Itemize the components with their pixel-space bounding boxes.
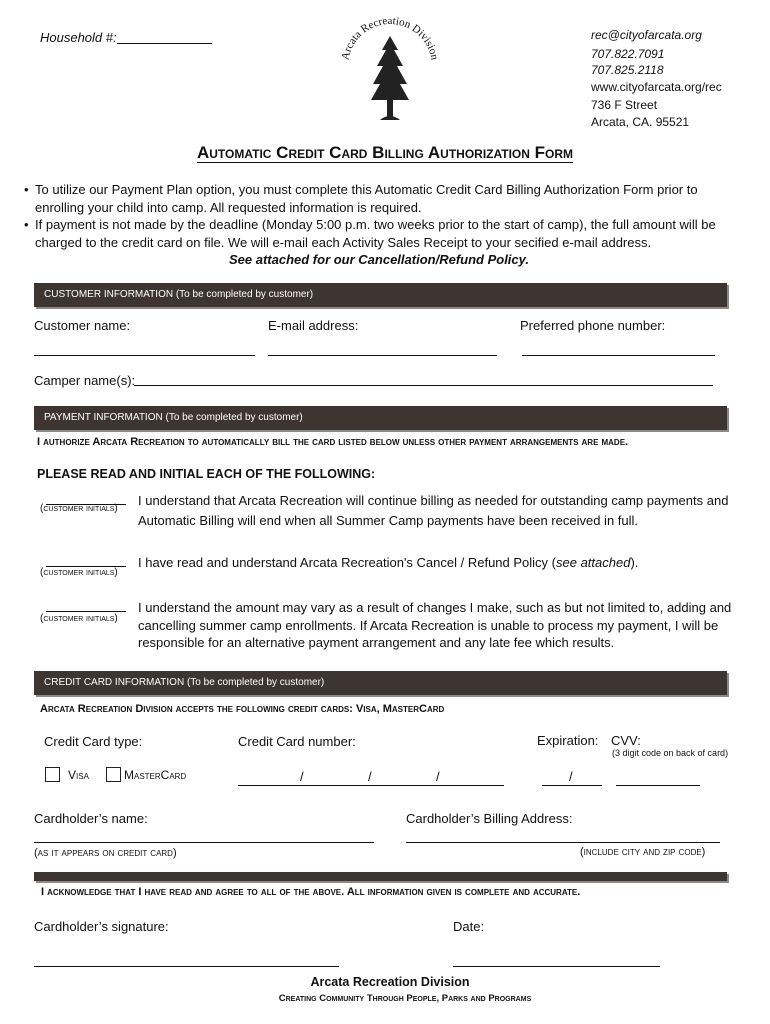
customer-name-label: Customer name: <box>34 318 131 333</box>
item-2-see-attached: see attached <box>556 555 631 570</box>
initial-instruction: PLEASE READ AND INITIAL EACH OF THE FOLLOWING: <box>37 467 376 481</box>
initials-field-3[interactable] <box>46 611 126 612</box>
contact-phone-1: 707.822.7091 <box>591 46 665 61</box>
intro-bullet-1: • To utilize our Payment Plan option, you must complete this Automatic Credit Card Billing Authorization Form prior to enrolling your child into camp. All requested information is required. <box>24 181 734 216</box>
intro-bullet-2-text: If payment is not made by the deadline (Monday 5:00 p.m. two weeks prior to the start of camp), the full amount will be charged to the credit card on file. We will e-mail each Activity Sales Receipt to your secified e-mail address. <box>35 217 716 250</box>
cardholder-name-note: (as it appears on credit card) <box>34 847 177 859</box>
contact-website[interactable]: www.cityofarcata.org/rec <box>591 79 722 94</box>
acknowledge-divider <box>34 872 727 881</box>
contact-phone-2: 707.825.2118 <box>591 63 664 77</box>
email-label: E-mail address: <box>268 318 359 333</box>
arcata-logo <box>330 14 450 126</box>
phone-field[interactable] <box>522 355 715 356</box>
billing-address-label: Cardholder’s Billing Address: <box>406 811 573 826</box>
item-2-post: ). <box>630 555 639 570</box>
date-label: Date: <box>453 919 485 934</box>
date-field[interactable] <box>453 966 660 967</box>
card-number-slash-2: / <box>368 769 372 784</box>
tree-icon <box>330 14 450 126</box>
cvv-field[interactable] <box>616 785 700 786</box>
form-title <box>0 143 770 163</box>
signature-label: Cardholder’s signature: <box>34 919 169 934</box>
contact-address-2: Arcata, CA. 95521 <box>591 114 690 129</box>
card-type-label: Credit Card type: <box>44 734 143 749</box>
contact-block <box>591 27 722 130</box>
signature-field[interactable] <box>34 966 339 967</box>
initials-label-3: (customer initials) <box>40 613 118 624</box>
card-number-slash-1: / <box>300 769 304 784</box>
billing-address-field[interactable] <box>406 842 720 843</box>
expiration-slash: / <box>569 769 573 784</box>
cardholder-name-label: Cardholder’s name: <box>34 811 148 826</box>
intro-bullet-2: • If payment is not made by the deadline (Monday 5:00 p.m. two weeks prior to the start of camp), the full amount will be charged to the credit card on file. We will e-mail each Activity Sales Receipt to your secified e-mail address. <box>24 216 734 251</box>
mastercard-checkbox[interactable] <box>106 767 121 782</box>
customer-name-field[interactable] <box>34 355 255 356</box>
item-2-text <box>138 555 638 570</box>
camper-field[interactable] <box>134 385 713 386</box>
initials-label-1: (customer initials) <box>40 503 118 514</box>
customer-info-bar: CUSTOMER INFORMATION (To be completed by customer) <box>34 283 727 307</box>
household-field[interactable] <box>117 43 212 44</box>
footer-org: Arcata Recreation Division <box>310 975 470 989</box>
intro <box>24 181 734 269</box>
expiration-label: Expiration: <box>537 733 599 748</box>
card-number-slash-3: / <box>436 769 440 784</box>
cvv-note: (3 digit code on back of card) <box>612 748 729 758</box>
contact-address-1: 736 F Street <box>591 98 658 112</box>
form-title-text: Automatic Credit Card Billing Authorization Form <box>196 143 574 162</box>
logo-arc-text: Arcata Recreation Division <box>339 15 441 62</box>
payment-info-bar: PAYMENT INFORMATION (To be completed by customer) <box>34 406 727 430</box>
card-number-field[interactable] <box>238 785 504 786</box>
item-3-text: I understand the amount may vary as a result of changes I make, such as but not limited to, adding and cancelling summer camp enrollments. If Arcata Recreation is unable to process my payment, I will be responsible for an alternative payment arrangement and any late fee which results. <box>138 600 732 650</box>
contact-email[interactable]: rec@cityofarcata.org <box>591 28 702 42</box>
visa-checkbox[interactable] <box>45 767 60 782</box>
mastercard-label: MasterCard <box>124 768 187 782</box>
card-number-label: Credit Card number: <box>238 734 356 749</box>
intro-bullet-1-text: To utilize our Payment Plan option, you must complete this Automatic Credit Card Billing Authorization Form prior to enrolling your child into camp. All requested information is required. <box>35 182 698 215</box>
billing-address-note: (include city and zip code) <box>580 846 706 858</box>
accepted-cards-text: Arcata Recreation Division accepts the following credit cards: Visa, MasterCard <box>40 703 445 715</box>
card-info-bar: CREDIT CARD INFORMATION (To be completed by customer) <box>34 671 727 695</box>
authorize-text: I authorize Arcata Recreation to automatically bill the card listed below unless other payment arrangements are made. <box>37 436 629 448</box>
household-label: Household #: <box>40 30 117 45</box>
camper-label: Camper name(s): <box>34 373 136 388</box>
item-1-text: I understand that Arcata Recreation will continue billing as needed for outstanding camp payments and Automatic Billing will end when all Summer Camp payments have been received in full. <box>138 493 729 528</box>
visa-label: Visa <box>68 768 89 782</box>
footer-tagline: Creating Community Through People, Parks and Programs <box>278 993 532 1004</box>
initials-label-2: (customer initials) <box>40 567 118 578</box>
cvv-label: CVV: <box>611 733 641 748</box>
policy-note: See attached for our Cancellation/Refund Policy. <box>228 252 530 267</box>
expiration-field[interactable] <box>542 785 602 786</box>
acknowledge-text: I acknowledge that I have read and agree to all of the above. All information given is complete and accurate. <box>41 886 581 898</box>
cardholder-name-field[interactable] <box>34 842 374 843</box>
email-field[interactable] <box>268 355 497 356</box>
item-2-pre: I have read and understand Arcata Recreation's Cancel / Refund Policy ( <box>138 555 556 570</box>
phone-label: Preferred phone number: <box>520 318 666 333</box>
